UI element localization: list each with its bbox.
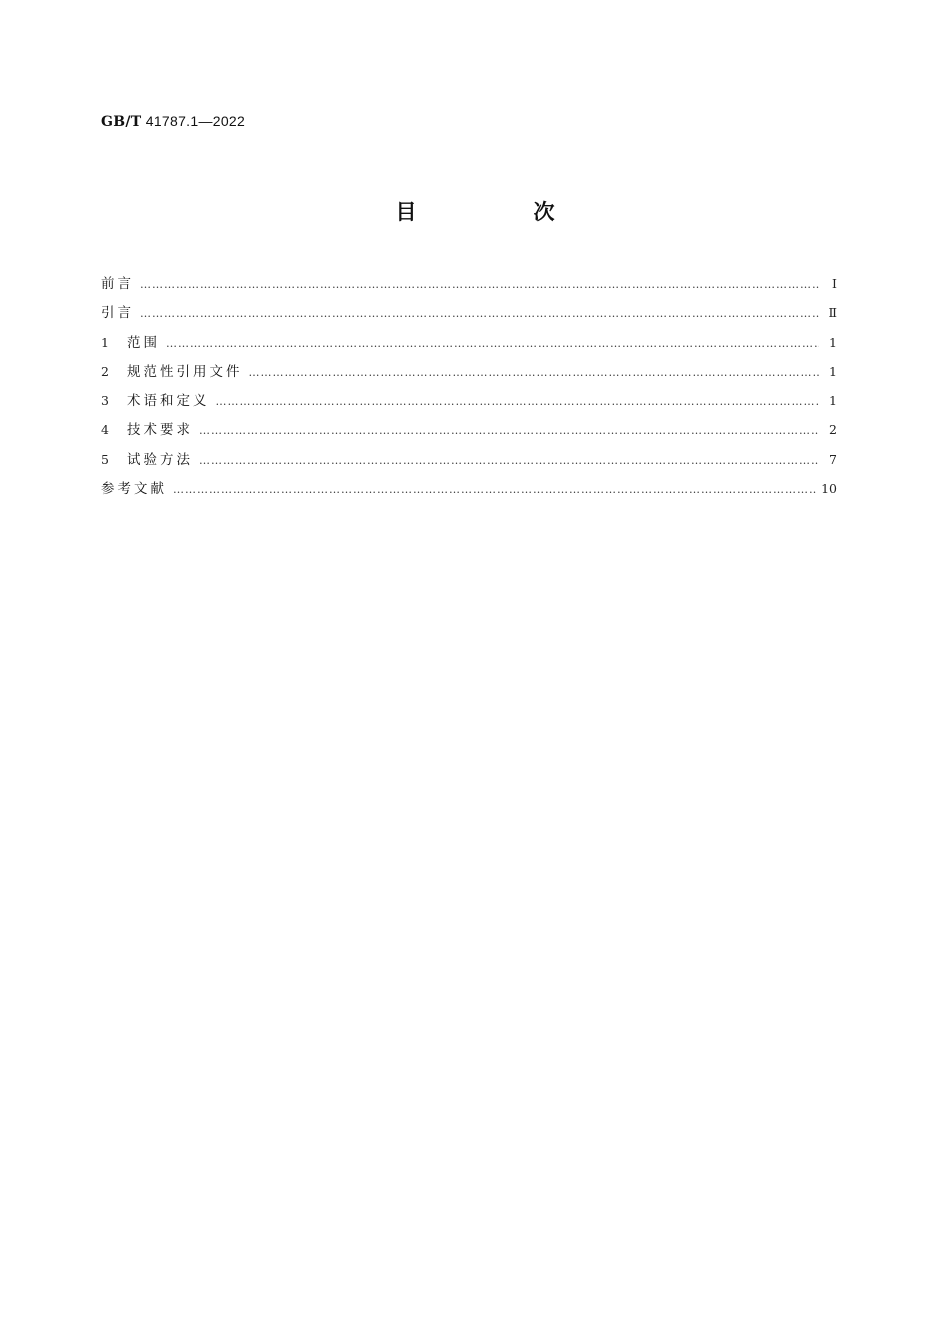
toc-entry-technical-requirements[interactable] (101, 420, 837, 449)
toc-entry-page: 1 (829, 363, 837, 379)
table-of-contents (101, 274, 837, 508)
toc-entry-label: 参考文献 (101, 481, 167, 498)
toc-entry-page: Ⅱ (828, 305, 837, 321)
toc-leader-dots (140, 275, 819, 295)
toc-entry-page: 1 (829, 334, 837, 350)
toc-entry-number: 5 (101, 451, 109, 467)
toc-entry-page: 7 (829, 451, 837, 467)
toc-entry-label: 技术要求 (127, 422, 193, 439)
toc-entry-page: 10 (821, 481, 837, 497)
toc-leader-dots (166, 334, 819, 354)
standard-number: 41787.1—2022 (145, 113, 246, 129)
toc-leader-dots (173, 480, 817, 500)
toc-entry-label: 前言 (101, 276, 134, 292)
toc-entry-number: 2 (101, 363, 109, 379)
toc-leader-dots (199, 421, 819, 441)
toc-entry-page: 2 (829, 422, 837, 438)
toc-entry-number: 1 (101, 334, 109, 350)
toc-entry-number: 4 (101, 422, 109, 438)
toc-entry-normative-references[interactable] (101, 362, 837, 391)
toc-entry-bibliography[interactable] (101, 479, 837, 508)
toc-leader-dots (249, 363, 820, 383)
toc-leader-dots (216, 392, 820, 412)
toc-entry-terms-definitions[interactable] (101, 391, 837, 420)
toc-entry-introduction[interactable] (101, 303, 837, 332)
toc-entry-label: 术语和定义 (127, 393, 210, 410)
toc-title: 目 次 (395, 200, 603, 224)
toc-entry-foreword[interactable] (101, 274, 837, 303)
standard-prefix: GB/T (101, 114, 142, 130)
toc-entry-page: Ⅰ (832, 276, 837, 291)
standard-code (101, 113, 245, 130)
toc-entry-label: 引言 (101, 305, 134, 322)
toc-entry-page: 1 (829, 393, 837, 409)
toc-entry-test-methods[interactable] (101, 450, 837, 479)
toc-entry-scope[interactable] (101, 333, 837, 362)
toc-leader-dots (140, 304, 819, 324)
toc-entry-label: 规范性引用文件 (127, 363, 243, 380)
toc-entry-number: 3 (101, 393, 109, 409)
toc-entry-label: 范围 (127, 334, 160, 351)
toc-entry-label: 试验方法 (127, 451, 193, 468)
toc-leader-dots (199, 451, 819, 471)
